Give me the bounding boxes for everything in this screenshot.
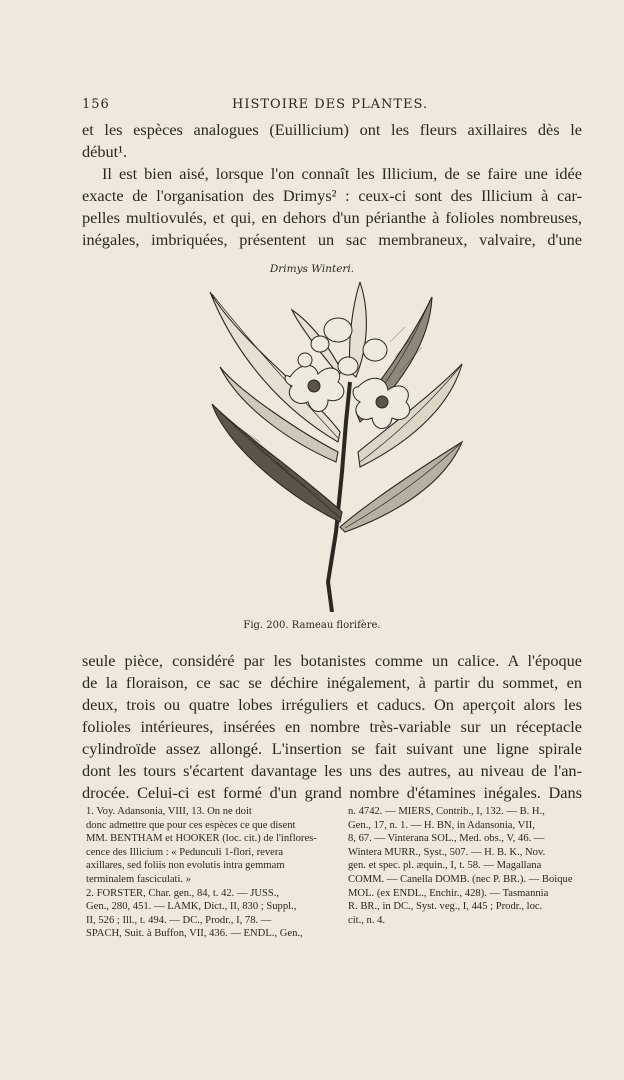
text-line: Il est bien aisé, lorsque l'on connaît les Illicium, de se faire une idée [102, 164, 582, 183]
figure-caption: Fig. 200. Rameau florifère. [243, 620, 381, 631]
text-line: exacte de l'organisation des Drimys² : ceux-ci sont des Illicium à car- [82, 186, 582, 205]
footnote-line: R. BR., in DC., Syst. veg., I, 445 ; Prodr., loc. [348, 901, 543, 913]
footnote-line: cence des Illicium : « Pedunculi 1-flori, revera [86, 846, 284, 858]
footnote-line: Wintera MURR., Syst., 507. — H. B. K., Nov. [348, 846, 546, 858]
flower-bud-shape [363, 339, 387, 361]
footnote-line: n. 4742. — MIERS, Contrib., I, 132. — B. H., [348, 806, 545, 817]
footnote-line: axillares, sed foliis non evolutis intra gemmam [86, 860, 285, 872]
footnote-line: 8, 67. — Vinterana SOL., Med. obs., V, 46. — [348, 833, 545, 845]
footnote-line: Gen., 17, n. 1. — H. BN, in Adansonia, VII, [348, 819, 535, 831]
footnote-line: 1. Voy. Adansonia, VIII, 13. On ne doit [86, 806, 252, 817]
stem-shape [328, 382, 350, 612]
text-line: début¹. [82, 142, 128, 161]
footnote-line: SPACH, Suit. à Buffon, VII, 436. — ENDL., Gen., [86, 928, 303, 940]
text-line: pelles multiovulés, et qui, en dehors d'un périanthe à folioles nombreuses, [82, 208, 582, 227]
flower-bud-shape [324, 318, 352, 342]
text-line: seule pièce, considéré par les botanistes comme un calice. A l'époque [82, 651, 582, 670]
footnote-line: cit., n. 4. [348, 914, 386, 926]
footnote-line: MM. BENTHAM et HOOKER (loc. cit.) de l'inflores- [86, 833, 317, 845]
footnote-line: terminalem fasciculati. » [86, 873, 192, 885]
footnote-line: gen. et spec. pl. æquin., I, t. 58. — Magallana [348, 860, 542, 872]
text-line: de la floraison, ce sac se déchire inégalement, à partir du sommet, en [82, 673, 582, 692]
paragraph-top [82, 119, 582, 251]
footnote-line: donc admettre que pour ces espèces ce que disent [86, 819, 296, 831]
footnote-line: COMM. — Canella DOMB. (nec P. BR.). — Boique [348, 873, 573, 885]
running-title: HISTOIRE DES PLANTES. [232, 97, 429, 112]
page-number: 156 [82, 97, 110, 112]
footnote-line: Gen., 280, 451. — LAMK, Dict., II, 830 ; Suppl., [86, 901, 297, 913]
text-line: et les espèces analogues (Euillicium) ont les fleurs axillaires dès le [82, 120, 582, 139]
text-line: deux, trois ou quatre lobes irréguliers et caducs. On aperçoit alors les [82, 695, 582, 714]
figure-drimys-branch [200, 282, 470, 612]
flower-bud-shape [298, 353, 312, 367]
flower-bud-shape [311, 336, 329, 352]
footnote-line: MOL. (ex ENDL., Enchir., 428). — Tasmannia [348, 887, 549, 899]
text-line: folioles intérieures, insérées en nombre très-variable sur un réceptacle [82, 717, 582, 736]
footnotes-left-column [86, 805, 332, 941]
page-header [82, 97, 582, 115]
text-line: drocée. Celui-ci est formé d'un grand nombre d'étamines inégales. Dans [82, 783, 582, 802]
flowering-branch-illustration [200, 282, 470, 612]
text-line: inégales, imbriquées, présentent un sac membraneux, valvaire, d'une [82, 230, 582, 249]
footnotes-right-column [348, 805, 584, 927]
footnote-line: II, 526 ; Ill., t. 494. — DC., Prodr., I, 78. — [86, 914, 272, 926]
flower-bud-shape [338, 357, 358, 375]
text-line: dont les tours s'écartent davantage les uns des autres, au niveau de l'an- [82, 761, 582, 780]
paragraph-bottom [82, 650, 582, 804]
figure-title: Drimys Winteri. [269, 263, 355, 275]
text-line: cylindroïde assez allongé. L'insertion se fait suivant une ligne spirale [82, 739, 582, 758]
footnote-line: 2. FORSTER, Char. gen., 84, t. 42. — JUSS., [86, 887, 280, 899]
